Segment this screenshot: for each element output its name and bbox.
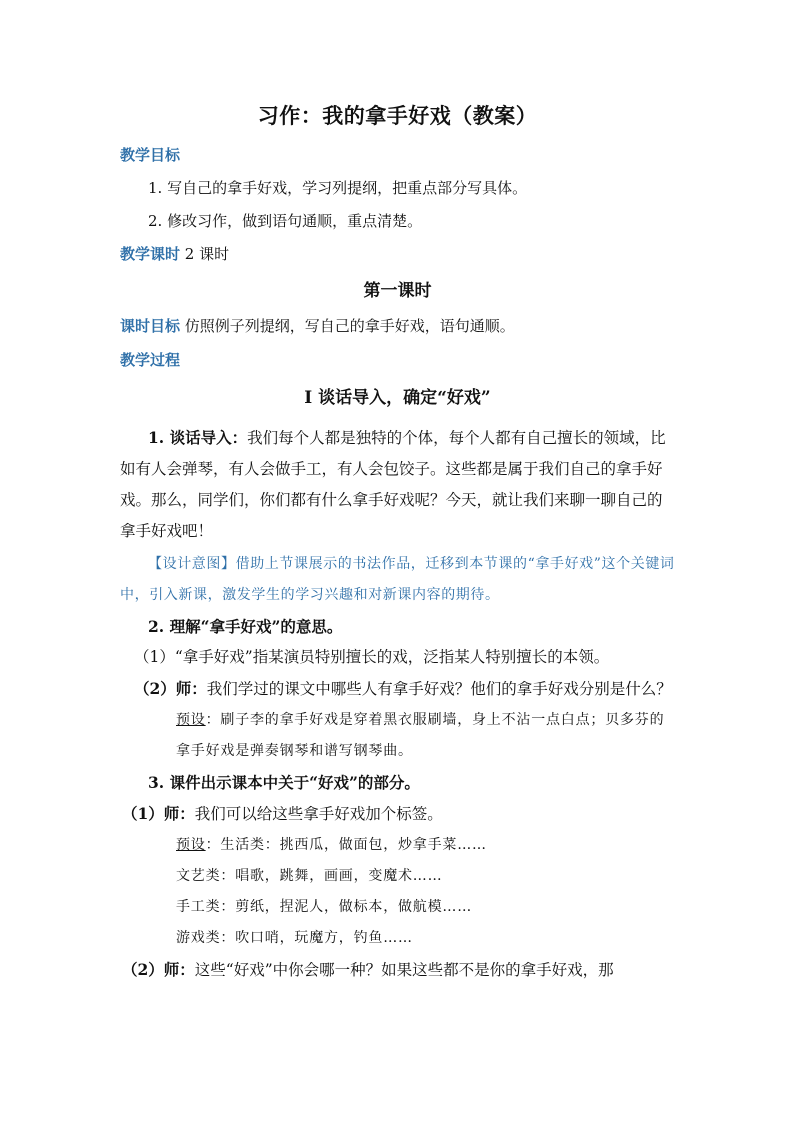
- preset-2-line-4: 游戏类：吹口哨，玩魔方，钓鱼……: [176, 930, 413, 946]
- lesson1-goal-label: 课时目标: [120, 317, 181, 335]
- design-text: 借助上节课展示的书法作品，迁移到本节课的“拿手好戏”这个关键词中，引入新课，激发学生的学习兴趣和对新课内容的期待。: [120, 556, 675, 603]
- item-2-2-label: （2）师：: [134, 679, 207, 698]
- item-3-2-label: （2）师：: [122, 960, 195, 979]
- hours-value: 2 课时: [184, 245, 230, 263]
- section1-heading: Ⅰ 谈话导入，确定“好戏”: [304, 388, 491, 408]
- intro-text: 我们每个人都是独特的个体，每个人都有自己擅长的领域，比如有人会弹琴，有人会做手工，有人会包饺子。这些都是属于我们自己的拿手好戏。那么，同学们，你们都有什么拿手好戏呢？今天，就让我们来聊一聊自己的拿手好戏吧！: [120, 429, 666, 540]
- item-3-1-text: 我们可以给这些拿手好戏加个标签。: [194, 805, 443, 823]
- intro-label: 1. 谈话导入：: [148, 428, 248, 447]
- item-3-1: [120, 798, 675, 830]
- item-2-heading: 2. 理解“拿手好戏”的意思。: [148, 617, 343, 636]
- goal-item-2: 2. 修改习作，做到语句通顺，重点清楚。: [148, 212, 423, 230]
- item-3-2: [120, 954, 675, 986]
- preset-2-line-2: 文艺类：唱歌，跳舞，画画，变魔术……: [176, 868, 443, 884]
- document-title: 习作：我的拿手好戏（教案）: [257, 103, 538, 128]
- hours-line: [120, 243, 675, 265]
- paragraph-intro: [120, 422, 675, 547]
- preset-1-label: 预设: [176, 712, 206, 728]
- goal-item-1: 1. 写自己的拿手好戏，学习列提纲，把重点部分写具体。: [148, 179, 528, 197]
- item-2-1: （1）“拿手好戏”指某演员特别擅长的戏，泛指某人特别擅长的本领。: [134, 648, 610, 666]
- preset-1-text: ：刷子李的拿手好戏是穿着黑衣服刷墙，身上不沾一点白点；贝多芬的拿手好戏是弹奏钢琴和谱写钢琴曲。: [176, 712, 665, 759]
- item-3-1-label: （1）师：: [122, 804, 195, 823]
- goals-heading: 教学目标: [120, 146, 181, 164]
- preset-1: [120, 705, 675, 767]
- lesson1-goal-text: 仿照例子列提纲，写自己的拿手好戏，语句通顺。: [184, 317, 515, 335]
- preset-2-line-3: 手工类：剪纸，捏泥人，做标本，做航模……: [176, 899, 472, 915]
- design-label: 【设计意图】: [148, 556, 236, 572]
- process-heading: 教学过程: [120, 351, 181, 369]
- lesson1-goal-line: [120, 315, 675, 337]
- design-intent: [120, 549, 675, 611]
- item-2-2-text: 我们学过的课文中哪些人有拿手好戏？他们的拿手好戏分别是什么？: [206, 680, 672, 698]
- hours-heading: 教学课时: [120, 245, 181, 263]
- lesson1-heading: 第一课时: [363, 281, 432, 301]
- item-3-2-text: 这些“好戏”中你会哪一种？如果这些都不是你的拿手好戏，那: [194, 961, 614, 979]
- item-3-heading: 3. 课件出示课本中关于“好戏”的部分。: [148, 773, 420, 792]
- preset-2-line-1: 预设：生活类：挑西瓜，做面包，炒拿手菜……: [176, 837, 487, 853]
- preset-2-label: 预设: [176, 837, 206, 853]
- item-2-2: [120, 673, 675, 705]
- document-page: [120, 100, 675, 986]
